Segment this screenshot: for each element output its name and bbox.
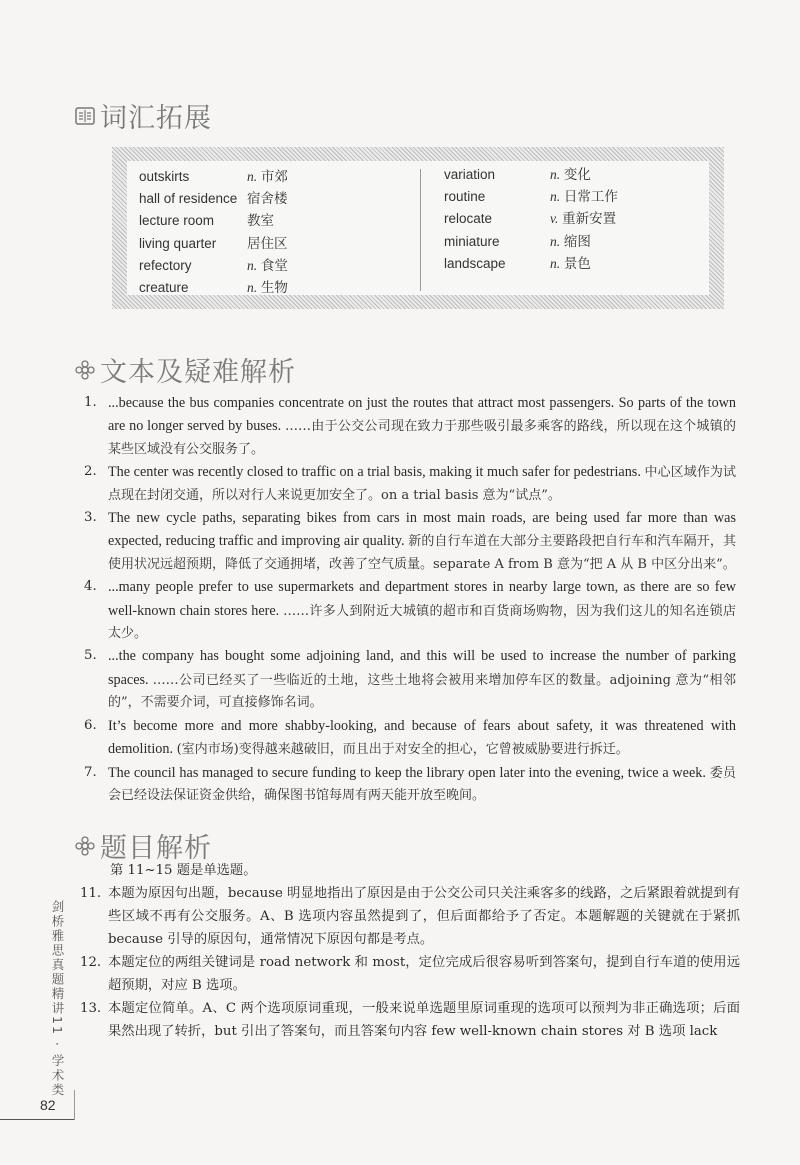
question-text: 本题定位简单。A、C 两个选项原词重现，一般来说单选题里原词重现的选项可以预判为非正确选项；后面果然出现了转折，but 引出了答案句，而且答案句内容 few well-known chain stores 对 B 选项 lack <box>108 1001 740 1039</box>
flower-icon <box>74 359 96 381</box>
analysis-item <box>84 461 736 507</box>
english-sentence: The center was recently closed to traffic on a trial basis, making it much safer for pedestrians. <box>108 464 645 481</box>
analysis-item <box>84 762 736 808</box>
item-number: 6. <box>84 717 97 733</box>
vocab-meaning: 景色 <box>563 255 591 271</box>
vocab-part-of-speech: v. <box>550 211 559 227</box>
english-sentence: ...the company has bought some adjoining land, and this will be used to increase the number of parking spaces. <box>108 648 736 688</box>
vocab-word: outskirts <box>139 169 190 184</box>
vocab-word: lecture room <box>139 213 215 229</box>
question-number: 13. <box>80 1001 102 1016</box>
vocab-meaning: 食堂 <box>260 257 288 273</box>
vocab-word: refectory <box>139 257 192 273</box>
vocab-word: living quarter <box>139 235 217 251</box>
analysis-item <box>84 576 736 645</box>
vocab-definition <box>247 277 288 299</box>
english-sentence: The council has managed to secure funding to keep the library open later into the evening, twice a week. <box>108 764 710 781</box>
question-explanation <box>80 882 740 951</box>
page-number: 82 <box>40 1097 56 1113</box>
vocab-part-of-speech: n. <box>550 255 561 271</box>
analysis-item <box>84 392 736 461</box>
item-number: 4. <box>84 579 97 595</box>
vocab-divider <box>420 169 421 291</box>
vocab-word: hall of residence <box>139 191 238 207</box>
vocab-part-of-speech: n. <box>247 169 258 184</box>
question-text: 本题为原因句出题，because 明显地指出了原因是由于公交公司只关注乘客多的线路，之后紧跟着就提到有些区域不再有公交服务。A、B 选项内容虽然提到了，但后面都给予了否定。本题解题的关键就在于紧抓 because 引导的原因句，通常情况下原因句都是考点。 <box>108 886 740 947</box>
vocab-definition <box>247 233 288 255</box>
vocab-part-of-speech: n. <box>247 279 258 295</box>
vocab-meaning: 重新安置 <box>562 211 617 227</box>
vocab-meaning: 缩图 <box>563 233 591 249</box>
vocab-panel <box>127 161 709 295</box>
vocab-definition <box>550 231 591 253</box>
vocab-definition <box>247 210 274 232</box>
chinese-explanation: ……许多人到附近大城镇的超市和百货商场购物，因为我们这儿的知名连锁店太少。 <box>108 603 736 642</box>
vocab-word: relocate <box>444 211 493 227</box>
vocab-meaning: 变化 <box>563 167 591 182</box>
vocab-definition <box>247 255 288 277</box>
analysis-list <box>84 392 736 807</box>
gutter-divider <box>74 1090 75 1120</box>
vocab-definition <box>550 208 616 230</box>
item-number: 7. <box>84 764 97 780</box>
vocab-definition <box>247 166 288 188</box>
vocab-word: creature <box>139 279 189 295</box>
flower-icon <box>74 835 96 857</box>
question-text: 本题定位的两组关键词是 road network 和 most，定位完成后很容易听到答案句，提到自行车道的使用远超预期，对应 B 选项。 <box>108 955 740 993</box>
vocab-part-of-speech: n. <box>247 257 258 273</box>
item-number: 2. <box>84 464 97 480</box>
chinese-explanation: ……公司已经买了一些临近的土地，这些土地将会被用来增加停车区的数量。adjoining 意为“相邻的”，不需要介词，可直接修饰名词。 <box>108 672 736 711</box>
vocab-meaning: 居住区 <box>247 235 288 251</box>
analysis-title-text: 文本及疑难解析 <box>100 357 296 388</box>
item-number: 1. <box>84 395 97 410</box>
vocab-meaning: 教室 <box>247 213 274 229</box>
chinese-explanation: 中心区域作为试点现在封闭交通，所以对行人来说更加安全了。on a trial basis 意为“试点”。 <box>108 465 736 503</box>
english-sentence: ...many people prefer to use supermarkets and department stores in nearby large town, as there are so few well-known chain stores here. <box>108 579 736 619</box>
vocab-word: landscape <box>444 255 506 271</box>
analysis-item <box>84 645 736 714</box>
chinese-explanation: (室内市场)变得越来越破旧，而且出于对安全的担心，它曾被威胁要进行拆迁。 <box>176 742 629 758</box>
vocab-part-of-speech: n. <box>550 189 561 205</box>
book-icon <box>74 105 96 127</box>
question-explanation <box>80 951 740 997</box>
vocab-meaning: 市郊 <box>260 169 288 184</box>
chinese-explanation: 新的自行车道在大部分主要路段把自行车和汽车隔开，其使用状况远超预期，降低了交通拥堵，改善了空气质量。separate A from B 意为“把 A 从 B 中区分出来”。 <box>108 534 736 572</box>
questions-list <box>80 882 740 1043</box>
item-number: 3. <box>84 510 97 526</box>
footer-rule <box>0 1119 74 1120</box>
question-number: 12. <box>80 955 102 970</box>
analysis-section-title <box>74 350 296 389</box>
analysis-item <box>84 507 736 576</box>
vocab-definition <box>550 164 591 186</box>
english-sentence: It’s become more and more shabby-looking, and because of fears about safety, it was threatened with demolition. <box>108 717 736 758</box>
book-series-label: 剑桥雅思真题精讲11 · 学术类 <box>50 900 65 1098</box>
vocab-part-of-speech: n. <box>550 233 561 249</box>
vocab-meaning: 日常工作 <box>563 189 618 205</box>
english-sentence: ...because the bus companies concentrate on just the routes that attract most passengers. So parts of the town are no longer served by buses. <box>108 395 736 435</box>
chinese-explanation: ……由于公交公司现在致力于那些吸引最多乘客的路线，所以现在这个城镇的某些区域没有公交服务了。 <box>108 419 736 457</box>
vocab-word: routine <box>444 189 486 205</box>
vocab-word: variation <box>444 167 496 182</box>
vocab-box <box>112 147 724 309</box>
questions-title-text: 题目解析 <box>100 833 212 864</box>
question-number: 11. <box>80 886 102 901</box>
vocab-definition <box>247 188 288 210</box>
analysis-item <box>84 715 736 762</box>
vocab-title-text: 词汇拓展 <box>100 103 212 134</box>
questions-intro: 第 11~15 题是单选题。 <box>110 863 257 878</box>
vocab-word: miniature <box>444 233 500 249</box>
vocab-meaning: 生物 <box>260 279 288 295</box>
item-number: 5. <box>84 648 97 664</box>
vocab-definition <box>550 253 591 275</box>
vocab-part-of-speech: n. <box>550 167 561 182</box>
vocab-section-title <box>74 96 212 135</box>
english-sentence: The new cycle paths, separating bikes from cars in most main roads, are being used far more than was expected, reducing traffic and improving air quality. <box>108 510 736 550</box>
questions-block <box>80 860 740 1043</box>
vocab-definition <box>550 186 618 208</box>
question-explanation <box>80 997 740 1043</box>
chinese-explanation: 委员会已经设法保证资金供给，确保图书馆每周有两天能开放至晚间。 <box>108 765 736 803</box>
vocab-meaning: 宿舍楼 <box>247 191 288 207</box>
